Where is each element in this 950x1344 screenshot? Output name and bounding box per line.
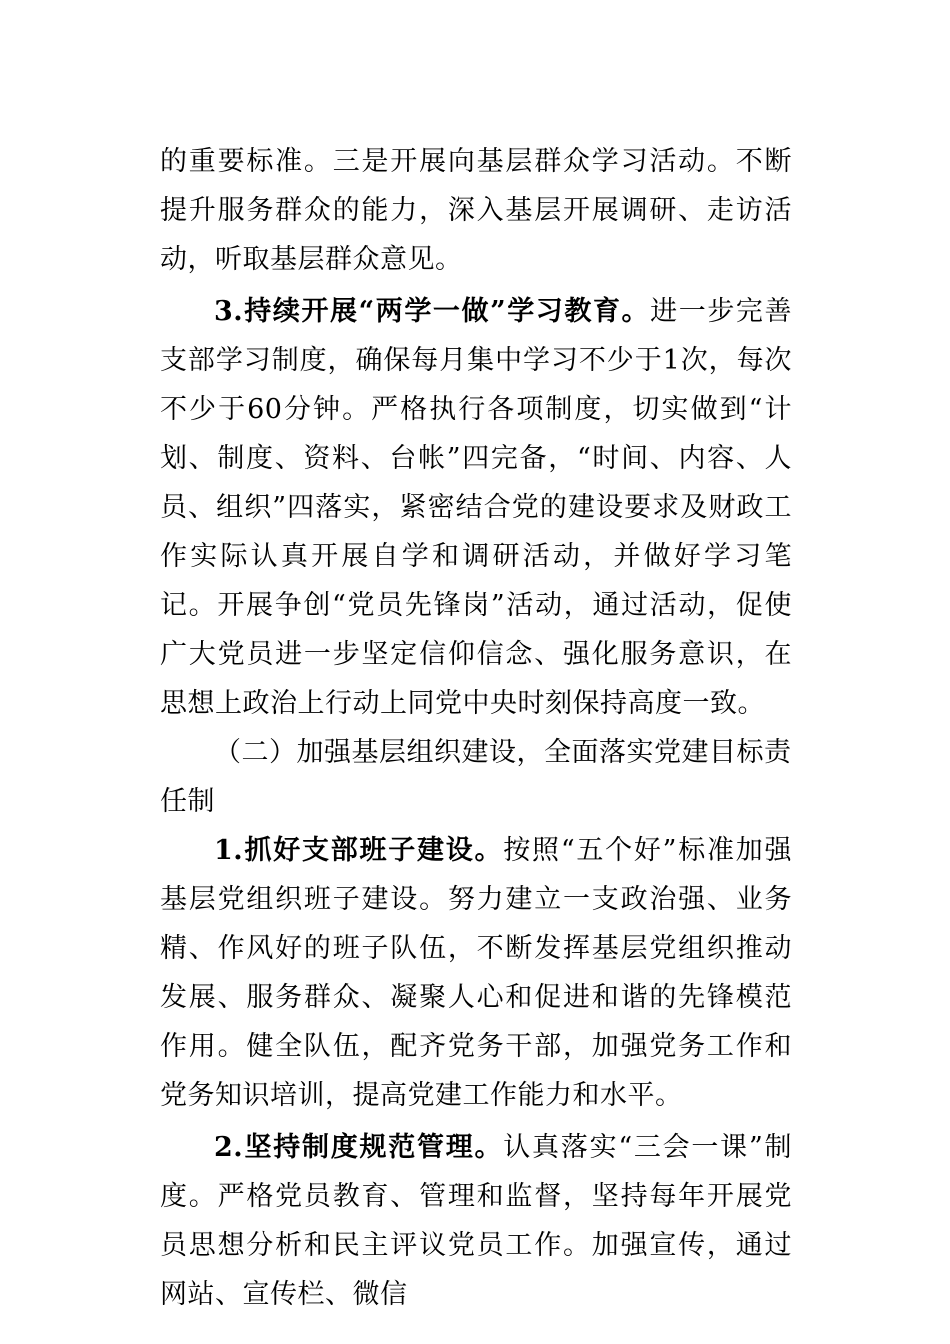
paragraph-lead-heading: 3.持续开展“两学一做”学习教育。 bbox=[214, 296, 651, 327]
section-heading bbox=[160, 728, 792, 826]
section-heading-text: （二）加强基层组织建设，全面落实党建目标责任制 bbox=[160, 737, 792, 817]
paragraph-continuation bbox=[160, 137, 792, 284]
paragraph-two-learn-one-do bbox=[160, 287, 792, 728]
paragraph-institutional-management bbox=[160, 1123, 792, 1319]
paragraph-text: 按照“五个好”标准加强基层党组织班子建设。努力建立一支政治强、业务精、作风好的班子队伍，不断发挥基层党组织推动发展、服务群众、凝聚人心和促进和谐的先锋模范作用。健全队伍，配齐党务干部，加强党务工作和党务知识培训，提高党建工作能力和水平。 bbox=[160, 835, 793, 1111]
paragraph-branch-team bbox=[160, 826, 792, 1120]
paragraph-lead-heading: 2.坚持制度规范管理。 bbox=[214, 1132, 504, 1163]
document-page bbox=[160, 137, 792, 1319]
paragraph-text: 进一步完善支部学习制度，确保每月集中学习不少于1次，每次不少于60分钟。严格执行各项制度，切实做到“计划、制度、资料、台帐”四完备，“时间、内容、人员、组织”四落实，紧密结合党的建设要求及财政工作实际认真开展自学和调研活动，并做好学习笔记。开展争创“党员先锋岗”活动，通过活动，促使广大党员进一步坚定信仰信念、强化服务意识，在思想上政治上行动上同党中央时刻保持高度一致。 bbox=[160, 296, 793, 719]
paragraph-lead-heading: 1.抓好支部班子建设。 bbox=[214, 835, 504, 866]
paragraph-text: 认真落实“三会一课”制度。严格党员教育、管理和监督，坚持每年开展党员思想分析和民主评议党员工作。加强宣传，通过网站、宣传栏、微信 bbox=[160, 1132, 793, 1310]
paragraph-text: 的重要标准。三是开展向基层群众学习活动。不断提升服务群众的能力，深入基层开展调研、走访活动，听取基层群众意见。 bbox=[160, 146, 792, 275]
